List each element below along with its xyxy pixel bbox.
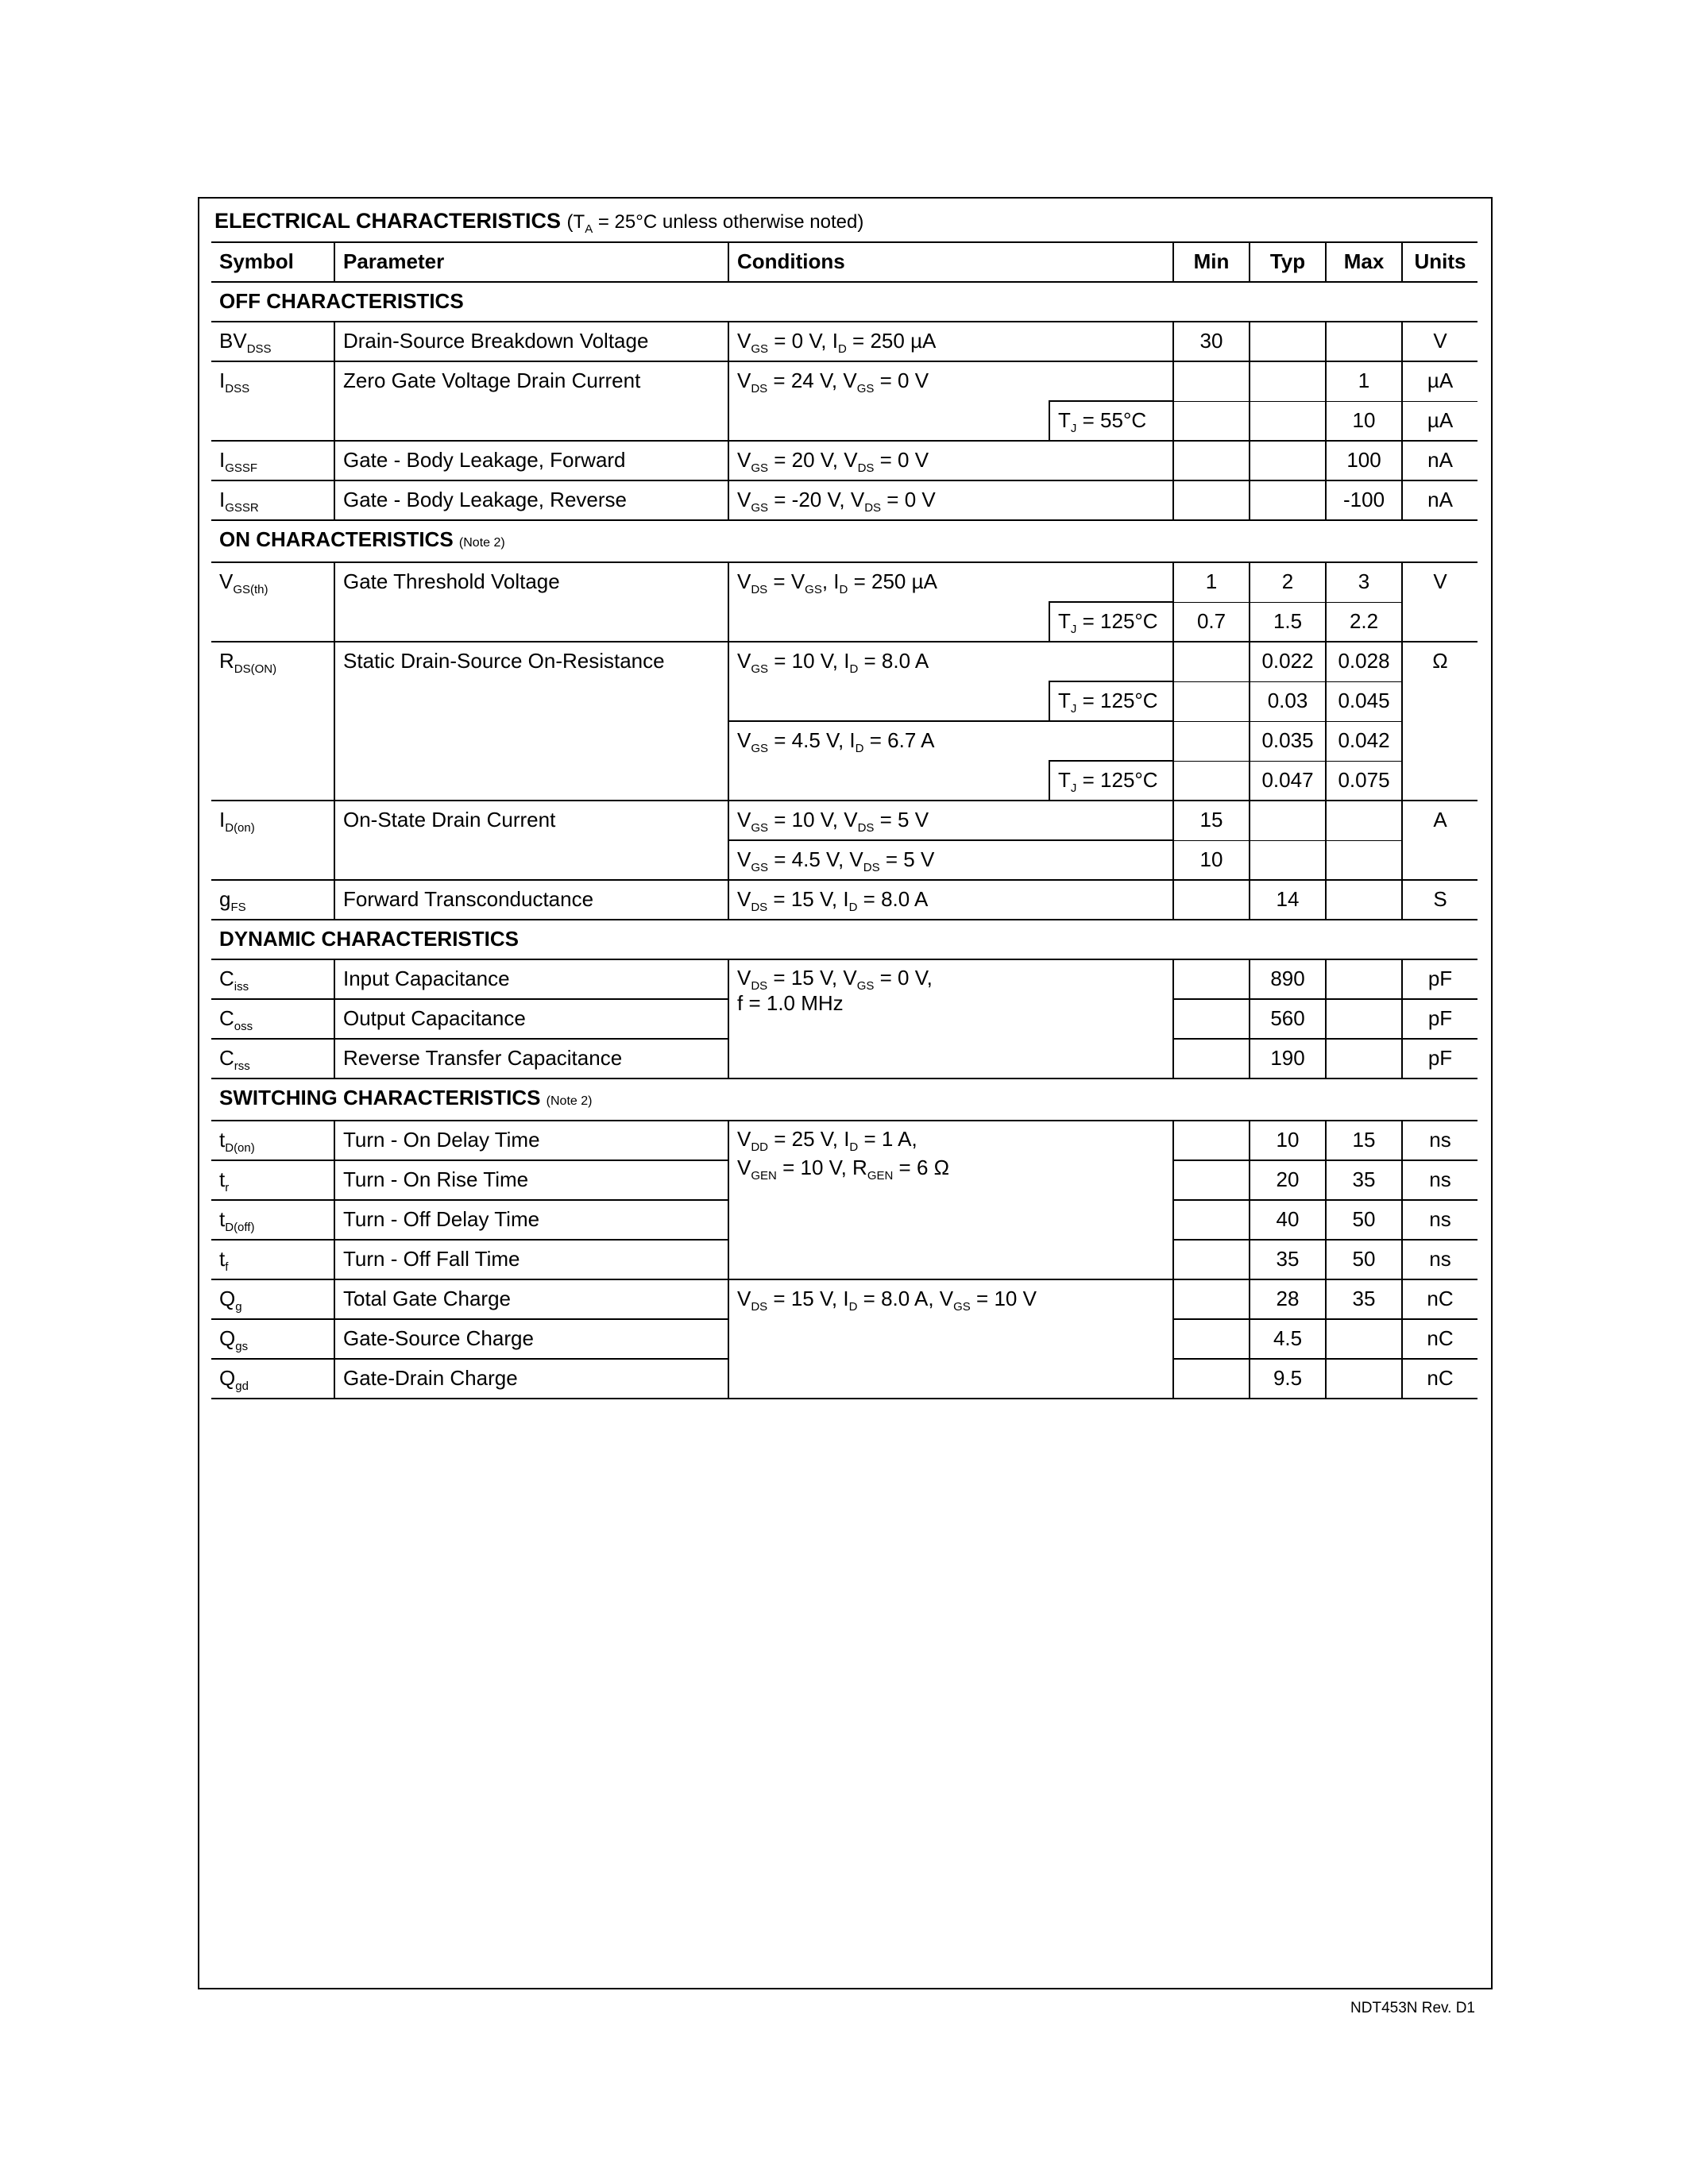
footer-revision: NDT453N Rev. D1 [1350, 2000, 1475, 2016]
typ-cell [1250, 322, 1326, 361]
max-cell: 0.075 [1326, 761, 1402, 801]
min-cell [1173, 1240, 1250, 1279]
max-cell: 100 [1326, 441, 1402, 480]
condition-cell: $V_{GS} = 4.5$ V, $V_{DS} = 5$ V [728, 840, 1173, 880]
unit-cell: µA [1402, 401, 1477, 441]
symbol-cell: $Q_{gd}$ [211, 1359, 334, 1399]
unit-cell: pF [1402, 1039, 1477, 1078]
parameter-cell: Turn - On Delay Time [334, 1121, 728, 1160]
parameter-cell: Drain-Source Breakdown Voltage [334, 322, 728, 361]
typ-cell: 560 [1250, 999, 1326, 1039]
max-cell: 1 [1326, 361, 1402, 401]
min-cell [1173, 1319, 1250, 1359]
table-row [211, 642, 1477, 681]
unit-cell: nC [1402, 1279, 1477, 1319]
typ-cell: 190 [1250, 1039, 1326, 1078]
max-cell: -100 [1326, 480, 1402, 520]
unit-cell: nC [1402, 1319, 1477, 1359]
typ-cell: 28 [1250, 1279, 1326, 1319]
typ-cell: 2 [1250, 562, 1326, 602]
symbol-cell: $t_f$ [211, 1240, 334, 1279]
max-cell: 35 [1326, 1279, 1402, 1319]
unit-cell: ns [1402, 1121, 1477, 1160]
min-cell [1173, 681, 1250, 721]
header-parameter: Parameter [334, 242, 728, 282]
max-cell [1326, 999, 1402, 1039]
unit-cell: V [1402, 562, 1477, 642]
typ-cell [1250, 401, 1326, 441]
typ-cell: 20 [1250, 1160, 1326, 1200]
section-off [211, 282, 1477, 322]
max-cell: 0.028 [1326, 642, 1402, 681]
symbol-cell: $t_{D(off)}$ [211, 1200, 334, 1240]
typ-cell: 10 [1250, 1121, 1326, 1160]
max-cell [1326, 1359, 1402, 1399]
symbol-cell: $V_{GS(th)}$ [211, 562, 334, 642]
section-title: SWITCHING CHARACTERISTICS (Note 2) [211, 1078, 1477, 1121]
table-row [211, 361, 1477, 401]
min-cell [1173, 401, 1250, 441]
table-row [211, 480, 1477, 520]
min-cell: 0.7 [1173, 602, 1250, 642]
table-row [211, 1279, 1477, 1319]
parameter-cell: Gate-Drain Charge [334, 1359, 728, 1399]
unit-cell: ns [1402, 1200, 1477, 1240]
header-row [211, 242, 1477, 282]
min-cell [1173, 721, 1250, 761]
temp-condition-cell: $T_J = 125^\circ C$ [1049, 602, 1173, 642]
condition-cell: $V_{GS} = 4.5$ V, $I_D = 6.7$ A [728, 721, 1173, 761]
max-cell: 2.2 [1326, 602, 1402, 642]
min-cell [1173, 1039, 1250, 1078]
max-cell [1326, 880, 1402, 920]
doc-title [214, 203, 863, 240]
condition-cell: $V_{DS} = 24$ V, $V_{GS} = 0$ V [728, 361, 1173, 401]
parameter-cell: Static Drain-Source On-Resistance [334, 642, 728, 801]
typ-cell: 1.5 [1250, 602, 1326, 642]
min-cell [1173, 1160, 1250, 1200]
typ-cell [1250, 441, 1326, 480]
min-cell [1173, 361, 1250, 401]
condition-cell: $V_{DS} = 15$ V, $I_D = 8.0$ A [728, 880, 1173, 920]
max-cell [1326, 1319, 1402, 1359]
section-title: OFF CHARACTERISTICS [211, 282, 1477, 322]
parameter-cell: Gate - Body Leakage, Reverse [334, 480, 728, 520]
parameter-cell: Gate - Body Leakage, Forward [334, 441, 728, 480]
symbol-cell: $Q_g$ [211, 1279, 334, 1319]
unit-cell: ns [1402, 1160, 1477, 1200]
max-cell: 0.045 [1326, 681, 1402, 721]
symbol-cell: $I_{GSSR}$ [211, 480, 334, 520]
typ-cell [1250, 801, 1326, 840]
condition-cell: $V_{GS} = -20$ V, $V_{DS} = 0$ V [728, 480, 1173, 520]
condition-cell [728, 401, 1049, 441]
typ-cell: 35 [1250, 1240, 1326, 1279]
condition-cell: $V_{GS} = 0$ V, $I_D = 250$ µA [728, 322, 1173, 361]
header-min: Min [1173, 242, 1250, 282]
section-title: ON CHARACTERISTICS (Note 2) [211, 520, 1477, 562]
header-max: Max [1326, 242, 1402, 282]
condition-cell: $V_{GS} = 10$ V, $V_{DS} = 5$ V [728, 801, 1173, 840]
temp-condition-cell: $T_J = 55^\circ C$ [1049, 401, 1173, 441]
condition-cell: $V_{DS} = 15$ V, $V_{GS} = 0$ V, f = 1.0 MHz [728, 959, 1173, 1078]
parameter-cell: Reverse Transfer Capacitance [334, 1039, 728, 1078]
title-condition: ($T_A = 25^\circ C$ unless otherwise noted) [566, 211, 864, 236]
parameter-cell: Gate Threshold Voltage [334, 562, 728, 642]
min-cell: 10 [1173, 840, 1250, 880]
typ-cell: 4.5 [1250, 1319, 1326, 1359]
parameter-cell: Zero Gate Voltage Drain Current [334, 361, 728, 441]
typ-cell: 0.022 [1250, 642, 1326, 681]
condition-cell: $V_{DD} = 25$ V, $I_D = 1$ A, $V_{GEN} = 10$ V, $R_{GEN} = 6$ Ω [728, 1121, 1173, 1279]
condition-cell [728, 681, 1049, 721]
parameter-cell: Forward Transconductance [334, 880, 728, 920]
symbol-cell: $t_r$ [211, 1160, 334, 1200]
min-cell [1173, 761, 1250, 801]
condition-cell: $V_{DS} = 15$ V, $I_D = 8.0$ A, $V_{GS} = 10$ V [728, 1279, 1173, 1399]
symbol-cell: $I_{D(on)}$ [211, 801, 334, 880]
parameter-cell: Total Gate Charge [334, 1279, 728, 1319]
header-symbol: Symbol [211, 242, 334, 282]
unit-cell: S [1402, 880, 1477, 920]
typ-cell [1250, 480, 1326, 520]
symbol-cell: $C_{iss}$ [211, 959, 334, 999]
parameter-cell: Gate-Source Charge [334, 1319, 728, 1359]
table-row [211, 880, 1477, 920]
min-cell: 30 [1173, 322, 1250, 361]
unit-cell: pF [1402, 999, 1477, 1039]
typ-cell [1250, 361, 1326, 401]
min-cell [1173, 480, 1250, 520]
symbol-cell: $C_{oss}$ [211, 999, 334, 1039]
max-cell [1326, 322, 1402, 361]
typ-cell: 0.03 [1250, 681, 1326, 721]
min-cell [1173, 441, 1250, 480]
max-cell: 50 [1326, 1200, 1402, 1240]
temp-condition-cell: $T_J = 125^\circ C$ [1049, 681, 1173, 721]
symbol-cell: $g_{FS}$ [211, 880, 334, 920]
parameter-cell: Turn - Off Fall Time [334, 1240, 728, 1279]
parameter-cell: Input Capacitance [334, 959, 728, 999]
typ-cell: 0.035 [1250, 721, 1326, 761]
max-cell [1326, 1039, 1402, 1078]
max-cell: 3 [1326, 562, 1402, 602]
table-row [211, 1121, 1477, 1160]
min-cell [1173, 1359, 1250, 1399]
typ-cell: 9.5 [1250, 1359, 1326, 1399]
unit-cell: V [1402, 322, 1477, 361]
min-cell [1173, 880, 1250, 920]
condition-cell: $V_{GS} = 20$ V, $V_{DS} = 0$ V [728, 441, 1173, 480]
symbol-cell: $I_{GSSF}$ [211, 441, 334, 480]
min-cell [1173, 999, 1250, 1039]
min-cell: 1 [1173, 562, 1250, 602]
table-row [211, 322, 1477, 361]
min-cell [1173, 642, 1250, 681]
section-dynamic [211, 920, 1477, 959]
table-row [211, 562, 1477, 602]
unit-cell: nC [1402, 1359, 1477, 1399]
max-cell: 15 [1326, 1121, 1402, 1160]
condition-cell [728, 761, 1049, 801]
typ-cell: 14 [1250, 880, 1326, 920]
section-title: DYNAMIC CHARACTERISTICS [211, 920, 1477, 959]
symbol-cell: $BV_{DSS}$ [211, 322, 334, 361]
min-cell [1173, 1200, 1250, 1240]
section-on [211, 520, 1477, 562]
symbol-cell: $Q_{gs}$ [211, 1319, 334, 1359]
max-cell [1326, 840, 1402, 880]
symbol-cell: $R_{DS(ON)}$ [211, 642, 334, 801]
unit-cell: Ω [1402, 642, 1477, 801]
max-cell: 0.042 [1326, 721, 1402, 761]
table-row [211, 441, 1477, 480]
table-row [211, 959, 1477, 999]
max-cell [1326, 801, 1402, 840]
max-cell: 35 [1326, 1160, 1402, 1200]
typ-cell: 40 [1250, 1200, 1326, 1240]
min-cell [1173, 1121, 1250, 1160]
unit-cell: nA [1402, 480, 1477, 520]
condition-cell: $V_{DS} = V_{GS}$, $I_D = 250$ µA [728, 562, 1173, 602]
symbol-cell: $C_{rss}$ [211, 1039, 334, 1078]
table-row [211, 801, 1477, 840]
condition-cell [728, 602, 1049, 642]
unit-cell: pF [1402, 959, 1477, 999]
parameter-cell: Turn - On Rise Time [334, 1160, 728, 1200]
max-cell: 10 [1326, 401, 1402, 441]
parameter-cell: On-State Drain Current [334, 801, 728, 880]
condition-cell: $V_{GS} = 10$ V, $I_D = 8.0$ A [728, 642, 1173, 681]
min-cell [1173, 1279, 1250, 1319]
parameter-cell: Turn - Off Delay Time [334, 1200, 728, 1240]
section-switching [211, 1078, 1477, 1121]
header-typ: Typ [1250, 242, 1326, 282]
electrical-characteristics-table [211, 241, 1477, 1399]
symbol-cell: $t_{D(on)}$ [211, 1121, 334, 1160]
header-conditions: Conditions [728, 242, 1173, 282]
header-units: Units [1402, 242, 1477, 282]
unit-cell: nA [1402, 441, 1477, 480]
min-cell [1173, 959, 1250, 999]
unit-cell: µA [1402, 361, 1477, 401]
typ-cell [1250, 840, 1326, 880]
symbol-cell: $I_{DSS}$ [211, 361, 334, 441]
max-cell [1326, 959, 1402, 999]
typ-cell: 0.047 [1250, 761, 1326, 801]
typ-cell: 890 [1250, 959, 1326, 999]
temp-condition-cell: $T_J = 125^\circ C$ [1049, 761, 1173, 801]
unit-cell: A [1402, 801, 1477, 880]
parameter-cell: Output Capacitance [334, 999, 728, 1039]
min-cell: 15 [1173, 801, 1250, 840]
unit-cell: ns [1402, 1240, 1477, 1279]
title-main: ELECTRICAL CHARACTERISTICS [214, 209, 562, 233]
max-cell: 50 [1326, 1240, 1402, 1279]
